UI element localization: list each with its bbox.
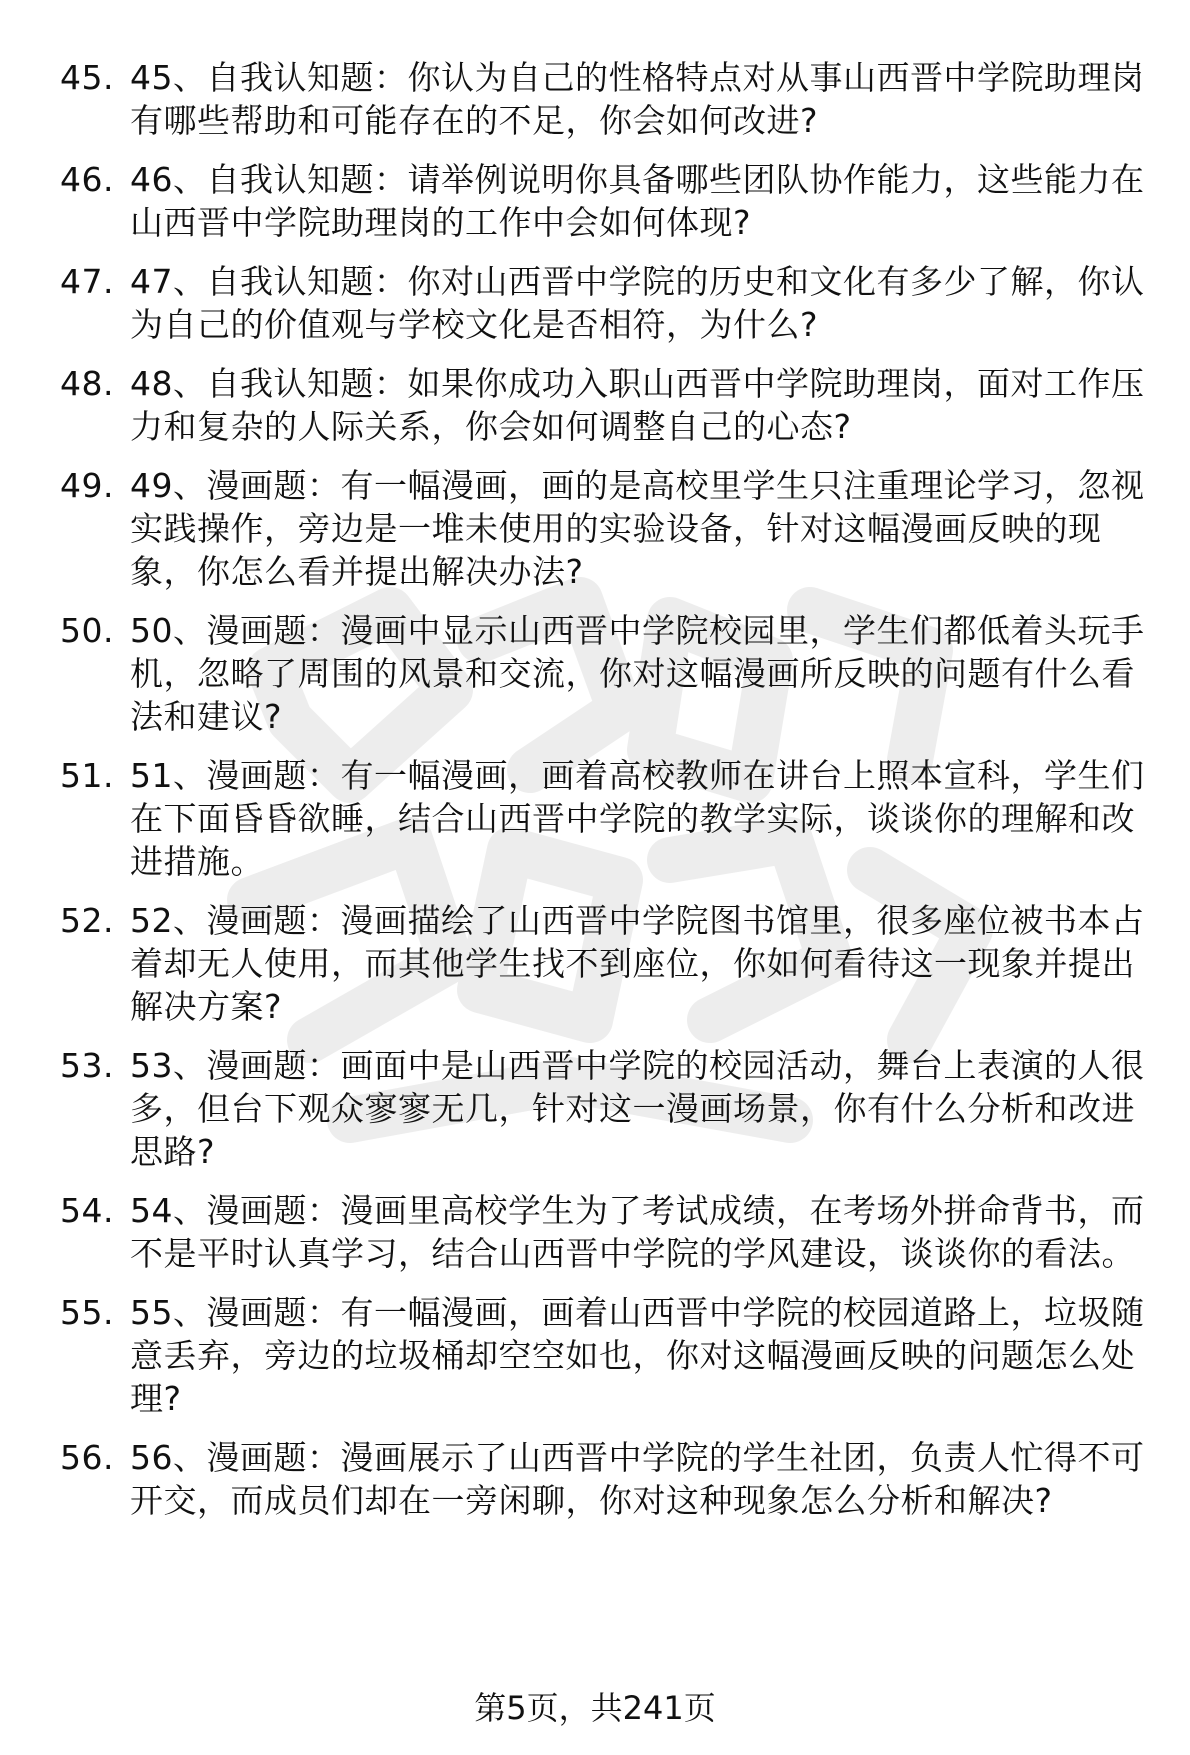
question-text: 46、自我认知题：请举例说明你具备哪些团队协作能力，这些能力在山西晋中学院助理岗的工作中会如何体现? [130,160,1145,242]
question-text: 54、漫画题：漫画里高校学生为了考试成绩，在考场外拼命背书，而不是平时认真学习，结合山西晋中学院的学风建设，谈谈你的看法。 [130,1191,1145,1273]
question-item [60,56,1155,142]
question-text: 49、漫画题：有一幅漫画，画的是高校里学生只注重理论学习，忽视实践操作，旁边是一堆未使用的实验设备，针对这幅漫画反映的现象，你怎么看并提出解决办法? [130,466,1145,591]
question-item [60,464,1155,593]
question-text: 55、漫画题：有一幅漫画，画着山西晋中学院的校园道路上，垃圾随意丢弃，旁边的垃圾桶却空空如也，你对这幅漫画反映的问题怎么处理? [130,1293,1145,1418]
question-item [60,1291,1155,1420]
question-number: 46. [60,160,114,199]
question-number: 56. [60,1438,114,1477]
question-number: 45. [60,58,114,97]
question-number: 49. [60,466,114,505]
question-text: 48、自我认知题：如果你成功入职山西晋中学院助理岗，面对工作压力和复杂的人际关系，你会如何调整自己的心态? [130,364,1145,446]
question-item [60,158,1155,244]
question-text: 47、自我认知题：你对山西晋中学院的历史和文化有多少了解，你认为自己的价值观与学校文化是否相符，为什么? [130,262,1145,344]
question-item [60,609,1155,738]
question-item [60,1189,1155,1275]
question-number: 55. [60,1293,114,1332]
question-number: 48. [60,364,114,403]
question-list [60,56,1155,1538]
question-item [60,362,1155,448]
question-number: 51. [60,756,114,795]
question-number: 53. [60,1046,114,1085]
question-text: 52、漫画题：漫画描绘了山西晋中学院图书馆里，很多座位被书本占着却无人使用，而其他学生找不到座位，你如何看待这一现象并提出解决方案? [130,901,1145,1026]
question-item [60,1044,1155,1173]
question-number: 50. [60,611,114,650]
page-footer: 第5页，共241页 [474,1689,716,1727]
question-text: 50、漫画题：漫画中显示山西晋中学院校园里，学生们都低着头玩手机，忽略了周围的风景和交流，你对这幅漫画所反映的问题有什么看法和建议? [130,611,1145,736]
question-item [60,899,1155,1028]
question-text: 45、自我认知题：你认为自己的性格特点对从事山西晋中学院助理岗有哪些帮助和可能存在的不足，你会如何改进? [130,58,1145,140]
question-text: 53、漫画题：画面中是山西晋中学院的校园活动，舞台上表演的人很多，但台下观众寥寥无几，针对这一漫画场景，你有什么分析和改进思路? [130,1046,1145,1171]
question-number: 52. [60,901,114,940]
question-item [60,754,1155,883]
question-text: 51、漫画题：有一幅漫画，画着高校教师在讲台上照本宣科，学生们在下面昏昏欲睡，结合山西晋中学院的教学实际，谈谈你的理解和改进措施。 [130,756,1145,881]
question-item [60,1436,1155,1522]
question-text: 56、漫画题：漫画展示了山西晋中学院的学生社团，负责人忙得不可开交，而成员们却在一旁闲聊，你对这种现象怎么分析和解决? [130,1438,1145,1520]
question-item [60,260,1155,346]
question-number: 54. [60,1191,114,1230]
question-number: 47. [60,262,114,301]
